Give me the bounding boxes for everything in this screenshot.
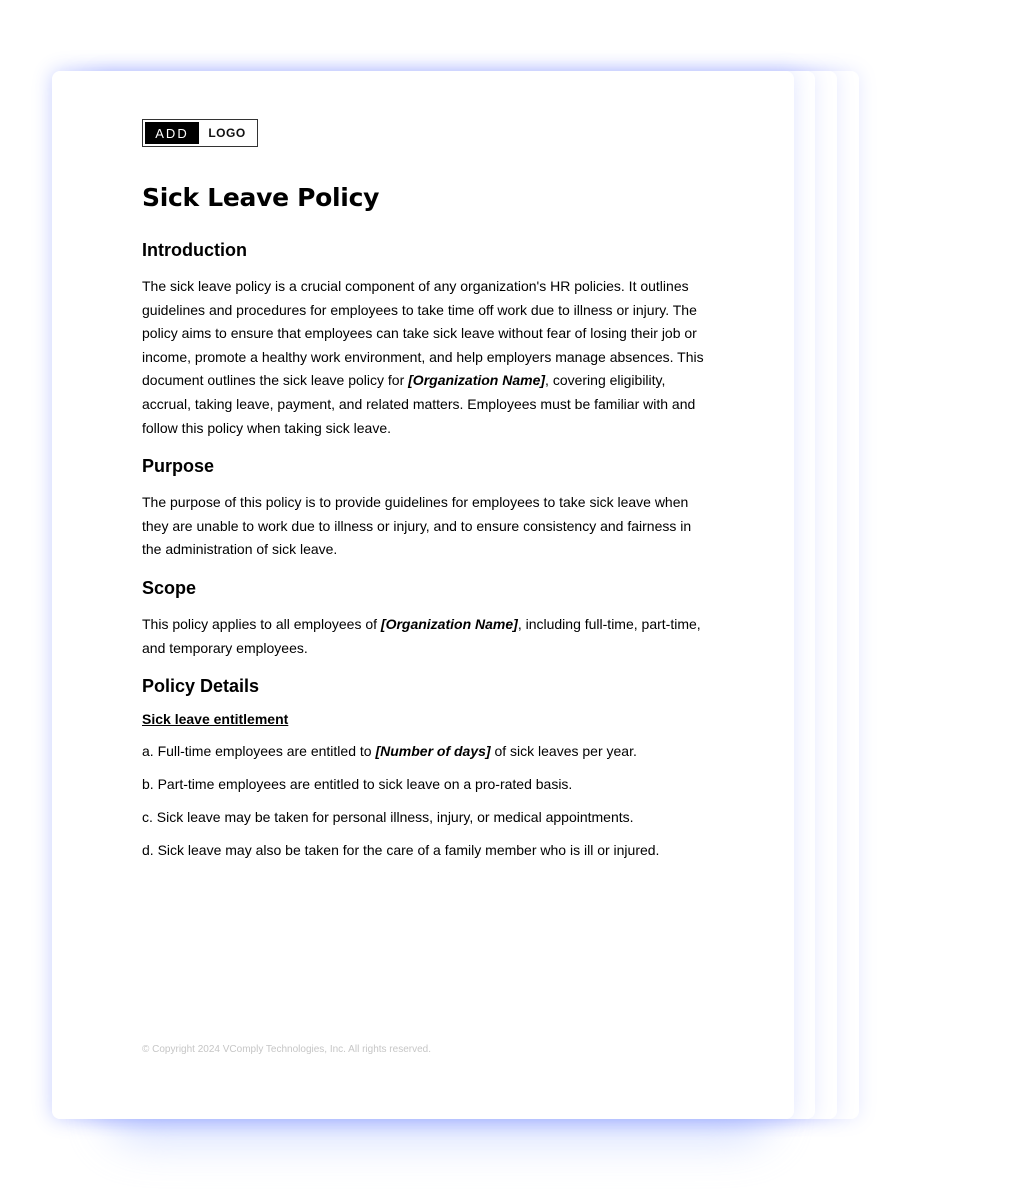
introduction-paragraph [142, 275, 712, 440]
introduction-text-2: , covering eligibility, accrual, taking leave, payment, and related matters. Employees must be familiar with and follow this policy when taking sick leave. [142, 372, 696, 436]
document-content [142, 119, 712, 875]
logo-placeholder [142, 119, 258, 147]
entitlement-item-b: b. Part-time employees are entitled to sick leave on a pro-rated basis. [142, 776, 573, 793]
item-a-text-1: a. Full-time employees are entitled to [142, 743, 376, 760]
scope-text-1: This policy applies to all employees of [142, 615, 381, 632]
document-page [52, 71, 794, 1119]
purpose-paragraph: The purpose of this policy is to provide guidelines for employees to take sick leave when they are unable to work due to illness or injury, and to ensure consistency and fairness in the administration of sick leave. [142, 494, 692, 558]
entitlement-item-d: d. Sick leave may also be taken for the care of a family member who is ill or injured. [142, 842, 660, 859]
scope-paragraph [142, 613, 712, 660]
scope-heading: Scope [142, 577, 197, 598]
entitlement-item-c: c. Sick leave may be taken for personal illness, injury, or medical appointments. [142, 809, 634, 826]
introduction-text-1: The sick leave policy is a crucial component of any organization's HR policies. It outlines guidelines and procedures for employees to take time off work due to illness or injury. The policy aims to ensure that employees can take sick leave without fear of losing their job or income, promote a healthy work environment, and help employers manage absences. This document outlines the sick leave policy for [142, 278, 704, 389]
copyright-footer: © Copyright 2024 VComply Technologies, Inc. All rights reserved. [142, 1044, 431, 1055]
logo-label: LOGO [208, 126, 246, 140]
organization-name-placeholder: [Organization Name] [380, 615, 518, 632]
entitlement-item-a [142, 743, 712, 759]
policy-details-heading: Policy Details [142, 676, 260, 697]
introduction-heading: Introduction [142, 240, 247, 260]
number-of-days-placeholder: [Number of days] [375, 743, 491, 760]
logo-add-label: ADD [145, 122, 199, 144]
sick-leave-entitlement-subheading: Sick leave entitlement [142, 711, 289, 728]
document-title: Sick Leave Policy [142, 183, 380, 212]
scope-text-2: , including full-time, part-time, and temporary employees. [142, 615, 701, 656]
organization-name-placeholder: [Organization Name] [408, 372, 546, 389]
item-a-text-2: of sick leaves per year. [490, 743, 637, 760]
purpose-heading: Purpose [142, 456, 215, 477]
